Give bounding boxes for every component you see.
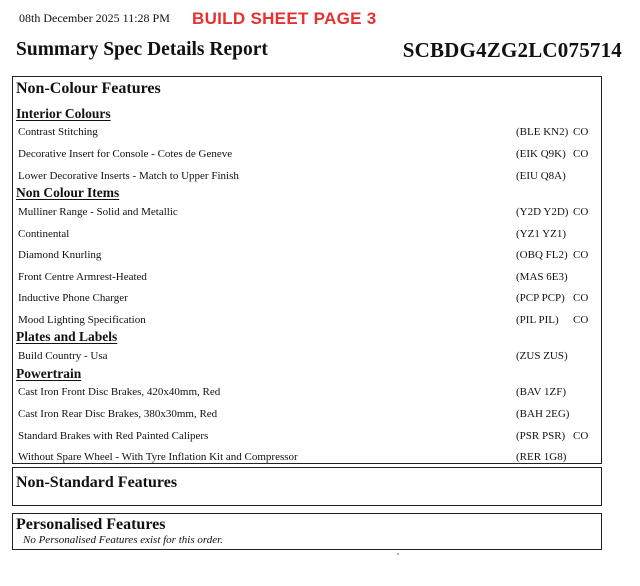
spec-description: Lower Decorative Inserts - Match to Upper Finish xyxy=(18,170,239,182)
spec-description: Mood Lighting Specification xyxy=(18,314,146,326)
spec-code: (ZUS ZUS) xyxy=(516,350,568,362)
powertrain-heading: Powertrain xyxy=(16,366,82,381)
interior-colours-heading: Interior Colours xyxy=(16,106,111,121)
spec-flag: CO xyxy=(573,249,589,261)
timestamp: 08th December 2025 11:28 PM xyxy=(19,11,170,25)
spec-row xyxy=(13,226,601,242)
spec-row xyxy=(13,384,601,400)
non-colour-features-title: Non-Colour Features xyxy=(16,80,161,97)
spec-flag: CO xyxy=(573,148,589,160)
spec-description: Decorative Insert for Console - Cotes de Geneve xyxy=(18,148,233,160)
spec-row xyxy=(13,312,601,328)
spec-row xyxy=(13,269,601,285)
spec-flag: CO xyxy=(573,314,589,326)
spec-code: (RER 1G8) xyxy=(516,451,567,463)
spec-row xyxy=(13,168,601,184)
spec-description: Cast Iron Front Disc Brakes, 420x40mm, Red xyxy=(18,386,221,398)
vin-number: SCBDG4ZG2LC075714 xyxy=(402,38,622,62)
plates-and-labels-heading: Plates and Labels xyxy=(16,329,118,344)
spec-code: (Y2D Y2D) xyxy=(516,206,569,218)
spec-row xyxy=(13,204,601,220)
spec-description: Without Spare Wheel - With Tyre Inflation Kit and Compressor xyxy=(18,451,298,463)
spec-description: Inductive Phone Charger xyxy=(18,292,128,304)
spec-row xyxy=(13,290,601,306)
spec-code: (PSR PSR) xyxy=(516,430,566,442)
spec-code: (BAV 1ZF) xyxy=(516,386,567,398)
non-colour-items-heading: Non Colour Items xyxy=(16,185,120,200)
spec-code: (BAH 2EG) xyxy=(516,408,570,420)
spec-description: Standard Brakes with Red Painted Calipers xyxy=(18,430,209,442)
spec-code: (PIL PIL) xyxy=(516,314,559,326)
spec-flag: CO xyxy=(573,430,589,442)
spec-code: (MAS 6E3) xyxy=(516,271,568,283)
spec-code: (EIK Q9K) xyxy=(516,148,566,160)
scan-speck xyxy=(397,553,399,555)
spec-flag: CO xyxy=(573,206,589,218)
personalised-features-title: Personalised Features xyxy=(16,516,166,533)
spec-description: Build Country - Usa xyxy=(18,350,108,362)
spec-description: Continental xyxy=(18,228,70,240)
non-standard-features-box xyxy=(12,467,602,506)
spec-row xyxy=(13,428,601,444)
spec-row xyxy=(13,449,601,465)
spec-flag: CO xyxy=(573,292,589,304)
spec-code: (OBQ FL2) xyxy=(516,249,568,261)
spec-row xyxy=(13,348,601,364)
spec-description: Cast Iron Rear Disc Brakes, 380x30mm, Red xyxy=(18,408,218,420)
spec-code: (BLE KN2) xyxy=(516,126,569,138)
non-colour-features-box xyxy=(12,76,602,464)
spec-flag: CO xyxy=(573,126,589,138)
spec-description: Front Centre Armrest-Heated xyxy=(18,271,147,283)
spec-code: (PCP PCP) xyxy=(516,292,565,304)
spec-row xyxy=(13,406,601,422)
spec-row xyxy=(13,146,601,162)
spec-code: (EIU Q8A) xyxy=(516,170,566,182)
spec-code: (YZ1 YZ1) xyxy=(516,228,566,240)
build-sheet-stamp: BUILD SHEET PAGE 3 xyxy=(192,9,377,28)
report-title: Summary Spec Details Report xyxy=(16,39,268,60)
non-standard-features-title: Non-Standard Features xyxy=(16,474,178,491)
spec-description: Mulliner Range - Solid and Metallic xyxy=(18,206,178,218)
spec-row xyxy=(13,124,601,140)
personalised-features-note: No Personalised Features exist for this order. xyxy=(23,534,223,546)
spec-description: Contrast Stitching xyxy=(18,126,98,138)
personalised-features-box xyxy=(12,513,602,550)
spec-description: Diamond Knurling xyxy=(18,249,102,261)
spec-row xyxy=(13,247,601,263)
